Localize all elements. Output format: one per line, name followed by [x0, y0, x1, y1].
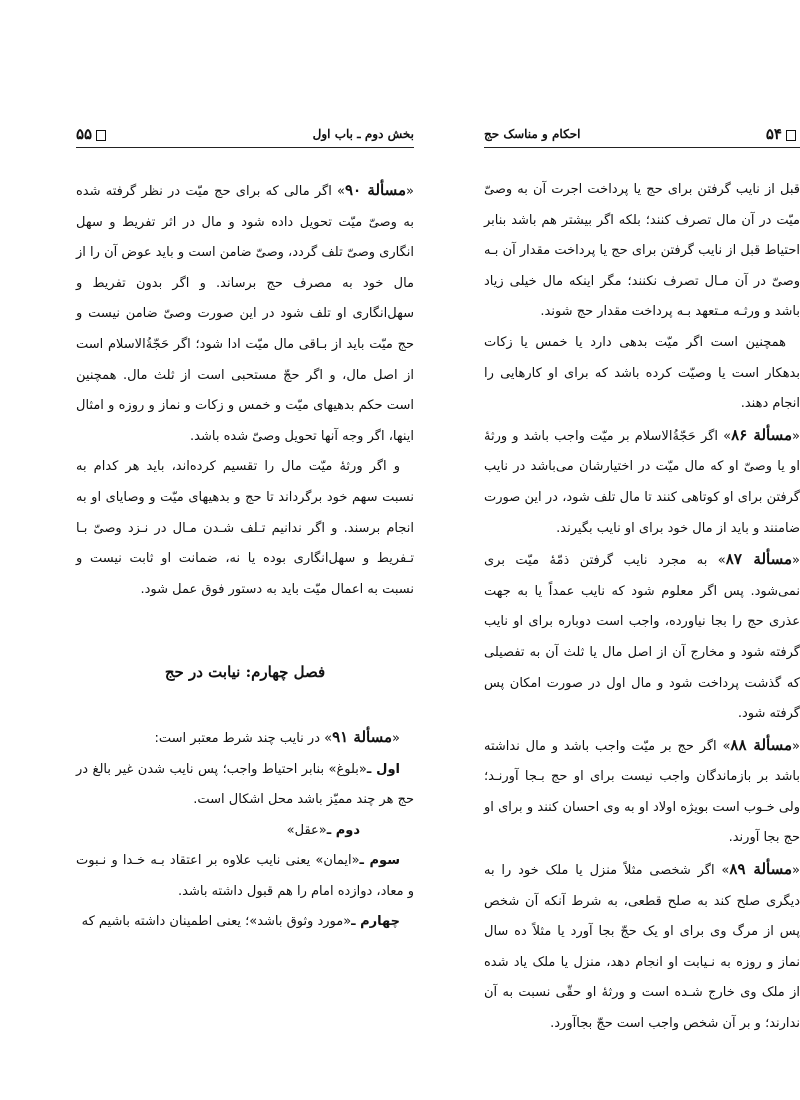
- header-rule: [484, 147, 800, 148]
- header-rule: [76, 147, 414, 148]
- paragraph: «مسألة ۸۷» به مجرد نایب گرفتن ذمّهٔ میّت بری نمی‌شود. پس اگر معلوم شود که نایب عمداً یا به جهت عذری حج را بجا نیاورده، واجب است دوباره برای او نایب گرفته شود و مخارج آن از اصل مال یا ثلث آن به تفصیلی که گذشت پرداخت شود و مال اول در صورت امکان پس گرفته شود.: [484, 550, 800, 722]
- left-page: [76, 0, 414, 1100]
- paragraph: و اگر ورثهٔ میّت مال را تقسیم کرده‌اند، باید هر کدام به نسبت سهم خود برگرداند تا حج و بدهیهای میّت و وصایای او به انجام برسند. و اگر ندانیم تـلف شـدن مـال در نـزد وصیّ بـا تـفریط و سهل‌انگاری بوده یا نه، ضمانت او ثابت نیست و نسبت به اعمال میّت باید به دستور فوق عمل شود.: [76, 459, 414, 597]
- condition-item: سوم ـ«ایمان» یعنی نایب علاوه بر اعتقاد بـه خـدا و نـبوت و معاد، دوازده امام را هم قبول داشته باشد.: [76, 853, 414, 899]
- issue-number: مسألة ۹۰: [345, 181, 407, 199]
- running-title: احکام و مناسک حج: [484, 127, 581, 141]
- page-number: ۵۴: [766, 125, 800, 143]
- paragraph: «مسألة ۸۹» اگر شخصی مثلاً منزل یا ملک خود را به دیگری صلح کند به صلح قطعی، به شرط آنکه آن شخص پس از مرگ وی برای او یک حجّ بجا آورد یا مثلاً ده سال نماز و روزه به نـیابت او انجام دهد، منزل یا ملک یاد شده از ملک وی خارج شـده است و ورثهٔ او حقّی نسبت به آن ندارند؛ و بر آن شخص واجب است حجّ بجاآورد.: [484, 860, 800, 1032]
- page-marker-icon: [96, 130, 106, 141]
- condition-item: اول ـ«بلوغ» بنابر احتیاط واجب؛ پس نایب شدن غیر بالغ در حج هر چند ممیّز باشد محل اشکال است.: [76, 761, 414, 808]
- issue-number: مسألة ۸۹: [729, 860, 793, 879]
- issue-number: مسألة ۹۱: [332, 727, 393, 746]
- condition-item: چهارم ـ«مورد وثوق باشد»؛ یعنی اطمینان داشته باشیم که: [81, 914, 400, 930]
- condition-item: دوم ـ«عقل»: [286, 822, 360, 838]
- paragraph: «مسألة ۹۰» اگر مالی که برای حج میّت در نظر گرفته شده به وصیّ میّت تحویل داده شود و مال در اثر تفریط و سهل انگاری وصیّ تلف گردد، وصیّ ضامن است و باید عوض آن را از مال خود به مصرف حج برساند. و اگر بدون تفریط و سهل‌انگاری او تلف شود در این صورت وصیّ ضامن نیست و حج میّت باید از بـاقی مال میّت ادا شود؛ اگر حَجّةُالاسلام است از اصل مال، و اگر حجّ مستحبی است از ثلث مال. همچنین است حکم بدهیهای میّت و خمس و زکات و نماز و روزه و امثال اینها، اگر وجه آنها تحویل وصیّ شده باشد.: [76, 181, 414, 444]
- right-page: [484, 0, 800, 1100]
- paragraph: «مسألة ۸۶» اگر حَجّةُالاسلام بر میّت واجب باشد و ورثهٔ او یا وصیّ او که مال میّت در اختیارشان می‌باشد در نایب گرفتن برای او کوتاهی کنند تا مال تلف شود، در این صورت ضامنند و باید از مال خود برای او نایب بگیرند.: [484, 425, 800, 536]
- running-title: بخش دوم ـ باب اول: [312, 127, 414, 141]
- paragraph: «مسألة ۹۱» در نایب چند شرط معتبر است:: [154, 727, 400, 746]
- page-header: [76, 125, 414, 145]
- paragraph: قبل از نایب گرفتن برای حج یا پرداخت اجرت آن به وصیّ میّت در آن مال تصرف کنند؛ بلکه اگر بیشتر هم باشد بنابر احتیاط قبل از نایب گرفتن برای حج یا پرداخت مقدار آن بـه وصیّ در آن مـال تصرف نکنند؛ مگر اینکه مال خیلی زیاد باشد و ورثـه مـتعهد بـه پرداخت مقدار حج شوند.: [484, 182, 800, 320]
- page-header: [484, 125, 800, 145]
- page-marker-icon: [786, 130, 796, 141]
- issue-number: مسألة ۸۷: [725, 550, 793, 569]
- page-body: [484, 175, 800, 1040]
- issue-number: مسألة ۸۸: [730, 735, 793, 754]
- page-number: ۵۵: [76, 125, 110, 143]
- paragraph: «مسألة ۸۸» اگر حج بر میّت واجب باشد و مال نداشته باشد بر بازماندگان واجب نیست برای او حج بـجا آورنـد؛ ولی خـوب است بویژه اولاد او به وی احسان کنند و برای او حج بجا آورند.: [484, 735, 800, 846]
- paragraph: همچنین است اگر میّت بدهی دارد یا خمس یا زکات بدهکار است یا وصیّت کرده باشد که برای او کارهایی را انجام دهند.: [484, 334, 800, 412]
- page-body: [76, 175, 414, 938]
- section-heading: فصل چهارم: نیابت در حج: [164, 663, 326, 682]
- issue-number: مسألة ۸۶: [731, 425, 793, 444]
